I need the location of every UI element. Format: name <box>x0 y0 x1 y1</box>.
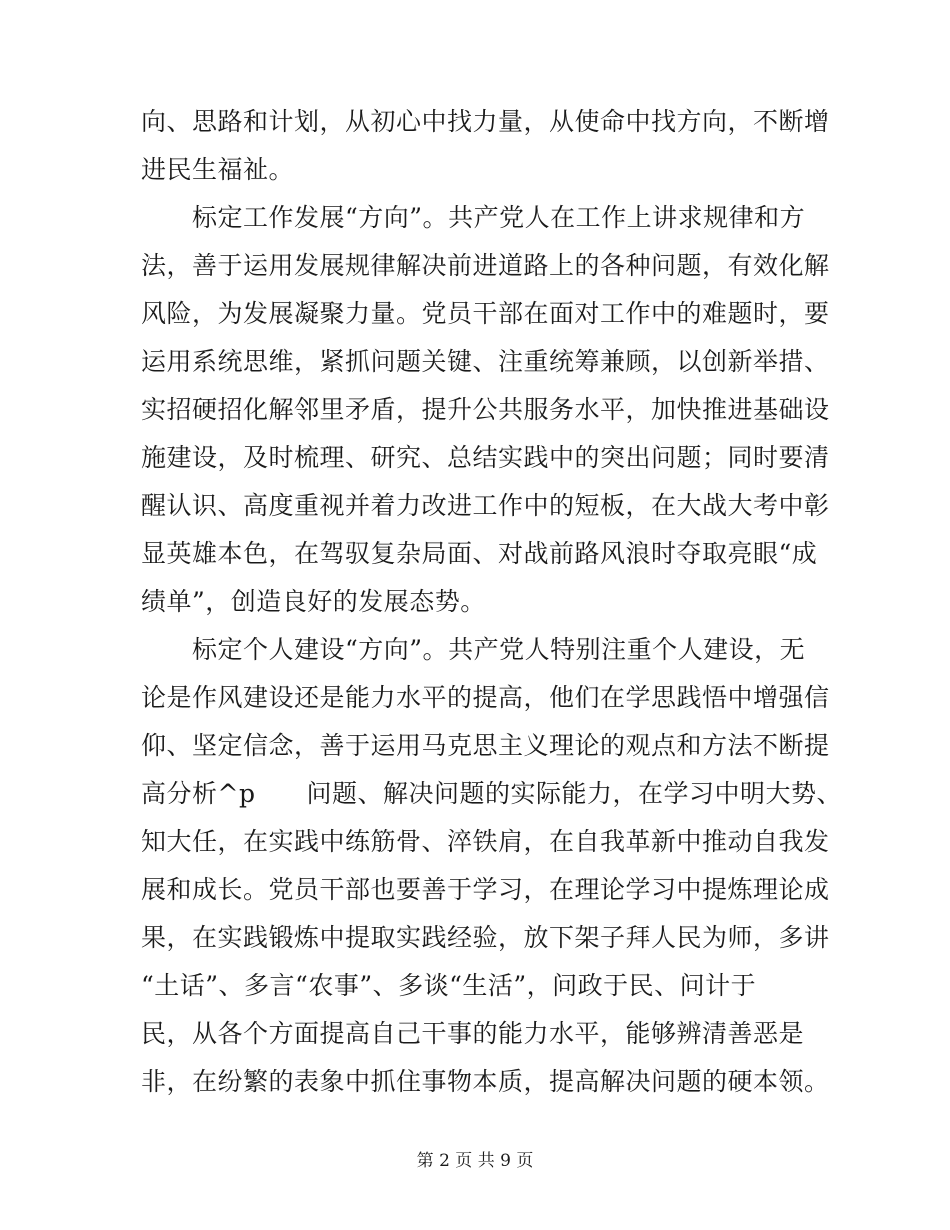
text-line: 仰、坚定信念，善于运用马克思主义理论的观点和方法不断提 <box>141 731 830 760</box>
text-line: 进民生福祉。 <box>141 155 295 184</box>
text-line: 非，在纷繁的表象中抓住事物本质，提高解决问题的硬本领。 <box>141 1067 830 1096</box>
text-line: 标定工作发展“方向”。共产党人在工作上讲求规律和方 <box>141 203 806 232</box>
text-line: 施建设，及时梳理、研究、总结实践中的突出问题；同时要清 <box>141 443 830 472</box>
text-line: “土话”、多言“农事”、多谈“生活”，问政于民、问计于 <box>141 971 757 1000</box>
text-line: 果，在实践锻炼中提取实践经验，放下架子拜人民为师，多讲 <box>141 923 830 952</box>
text-line: 绩单”，创造良好的发展态势。 <box>141 587 486 616</box>
page-footer: 第 2 页 共 9 页 <box>416 1151 534 1171</box>
text-line: 运用系统思维，紧抓问题关键、注重统筹兼顾，以创新举措、 <box>141 347 830 376</box>
text-line: 法，善于运用发展规律解决前进道路上的各种问题，有效化解 <box>141 251 830 280</box>
text-line: 风险，为发展凝聚力量。党员干部在面对工作中的难题时，要 <box>141 299 830 328</box>
text-line: 论是作风建设还是能力水平的提高，他们在学思践悟中增强信 <box>141 683 830 712</box>
text-line: 向、思路和计划，从初心中找力量，从使命中找方向，不断增 <box>141 107 830 136</box>
text-line: 显英雄本色，在驾驭复杂局面、对战前路风浪时夺取亮眼“成 <box>141 539 818 568</box>
text-line: 实招硬招化解邻里矛盾，提升公共服务水平，加快推进基础设 <box>141 395 830 424</box>
text-line: 民，从各个方面提高自己干事的能力水平，能够辨清善恶是 <box>141 1019 805 1048</box>
text-line: 知大任，在实践中练筋骨、淬铁肩，在自我革新中推动自我发 <box>141 827 830 856</box>
text-line: 醒认识、高度重视并着力改进工作中的短板，在大战大考中彰 <box>141 491 830 520</box>
text-line: 展和成长。党员干部也要善于学习，在理论学习中提炼理论成 <box>141 875 830 904</box>
text-line: 高分析^p 问题、解决问题的实际能力，在学习中明大势、 <box>141 779 842 808</box>
text-line: 标定个人建设“方向”。共产党人特别注重个人建设，无 <box>141 635 806 664</box>
